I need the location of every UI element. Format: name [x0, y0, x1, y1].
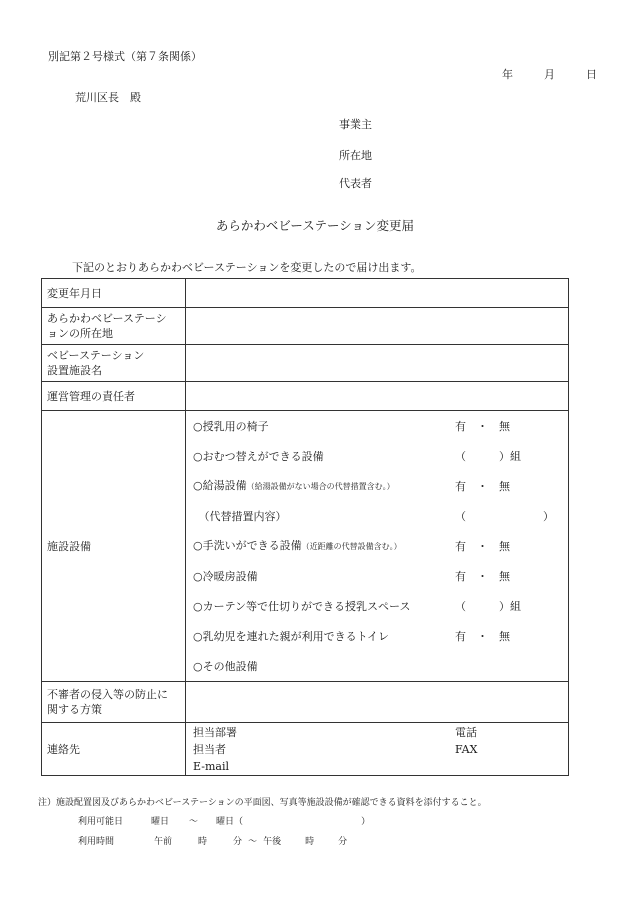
- attachment-note: 注）施設配置図及びあらかわベビーステーションの平面図、写真等施設設備が確認できる資料を添付すること。: [38, 798, 487, 808]
- addressee: 荒川区長 殿: [75, 91, 141, 104]
- facility-item[interactable]: ○カーテン等で仕切りができる授乳スペース （ ）組: [193, 599, 521, 613]
- fax-label[interactable]: FAX: [455, 742, 478, 756]
- change-date-field[interactable]: [186, 279, 569, 308]
- manager-label: 運営管理の責任者: [42, 382, 186, 411]
- date-year-label: 年: [502, 68, 513, 81]
- document-title: あらかわベビーステーション変更届: [215, 218, 415, 233]
- contact-label: 連絡先: [42, 723, 186, 776]
- facility-item[interactable]: ○冷暖房設備 有 ・ 無: [193, 569, 510, 583]
- facility-item[interactable]: （代替措置内容） （ ）: [193, 509, 554, 523]
- date-day-label: 日: [586, 68, 597, 81]
- available-days-line: 利用可能日 曜日 〜 曜日（ ）: [78, 817, 371, 827]
- sender-address-label: 所在地: [339, 149, 372, 162]
- person-label[interactable]: 担当者: [193, 742, 226, 756]
- facility-name-field[interactable]: [186, 345, 569, 382]
- facility-item[interactable]: ○乳幼児を連れた親が利用できるトイレ 有 ・ 無: [193, 629, 510, 643]
- intro-text: 下記のとおりあらかわベビーステーションを変更したので届け出ます。: [72, 261, 422, 274]
- facilities-label: 施設設備: [42, 411, 186, 682]
- sender-employer-label: 事業主: [339, 118, 372, 131]
- date-line: [502, 68, 597, 82]
- contact-fields: [186, 723, 569, 776]
- form-reference: 別記第２号様式（第７条関係）: [48, 50, 202, 63]
- facility-item[interactable]: ○おむつ替えができる設備 （ ）組: [193, 449, 521, 463]
- intrusion-prevention-label: 不審者の侵入等の防止に 関する方策: [42, 682, 186, 723]
- change-date-label: 変更年月日: [42, 279, 186, 308]
- phone-label[interactable]: 電話: [455, 725, 477, 739]
- date-month-label: 月: [544, 68, 555, 81]
- department-label[interactable]: 担当部署: [193, 725, 237, 739]
- facilities-list: [186, 411, 569, 682]
- facility-item[interactable]: ○手洗いができる設備（近距離の代替設備含む。） 有 ・ 無: [193, 539, 510, 553]
- facility-item[interactable]: ○その他設備: [193, 659, 258, 673]
- facility-name-label: ベビーステーション 設置施設名: [42, 345, 186, 382]
- facility-item[interactable]: ○授乳用の椅子 有 ・ 無: [193, 419, 510, 433]
- email-label[interactable]: E-mail: [193, 759, 229, 773]
- sender-representative-label: 代表者: [339, 177, 372, 190]
- available-hours-line: 利用時間 午前 時 分 〜 午後 時 分: [78, 837, 348, 847]
- change-form-table: [41, 278, 569, 776]
- facility-item[interactable]: ○給湯設備（給湯設備がない場合の代替措置含む。） 有 ・ 無: [193, 479, 510, 493]
- intrusion-prevention-field[interactable]: [186, 682, 569, 723]
- location-label: あらかわベビーステーシ ョンの所在地: [42, 308, 186, 345]
- manager-field[interactable]: [186, 382, 569, 411]
- location-field[interactable]: [186, 308, 569, 345]
